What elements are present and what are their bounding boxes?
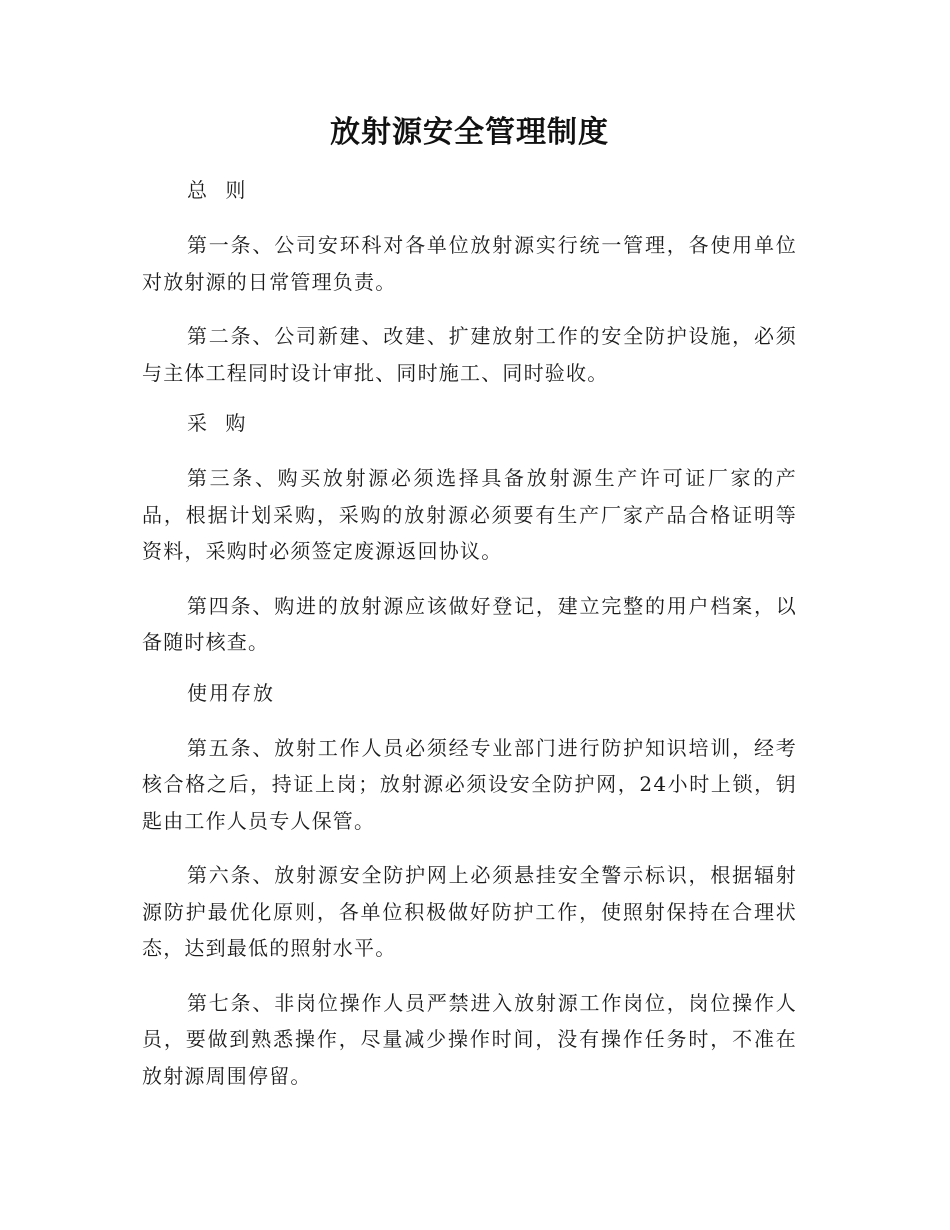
article-7: 第七条、非岗位操作人员严禁进入放射源工作岗位，岗位操作人员，要做到熟悉操作，尽量减少操作时间，没有操作任务时，不准在放射源周围停留。 bbox=[142, 990, 797, 1088]
article-4: 第四条、购进的放射源应该做好登记，建立完整的用户档案，以备随时核查。 bbox=[142, 593, 797, 654]
article-6: 第六条、放射源安全防护网上必须悬挂安全警示标识，根据辐射源防护最优化原则，各单位积极做好防护工作，使照射保持在合理状态，达到最低的照射水平。 bbox=[142, 863, 797, 960]
article-5: 第五条、放射工作人员必须经专业部门进行防护知识培训，经考核合格之后，持证上岗；放射源必须设安全防护网，24小时上锁，钥匙由工作人员专人保管。 bbox=[142, 735, 797, 833]
document-title: 放射源安全管理制度 bbox=[330, 115, 609, 150]
document-body bbox=[142, 108, 797, 1094]
article-3: 第三条、购买放射源必须选择具备放射源生产许可证厂家的产品，根据计划采购，采购的放射源必须要有生产厂家产品合格证明等资料，采购时必须签定废源返回协议。 bbox=[142, 466, 797, 563]
section-heading-general: 总 则 bbox=[187, 178, 252, 202]
section-heading-procurement: 采 购 bbox=[187, 411, 252, 435]
article-1: 第一条、公司安环科对各单位放射源实行统一管理，各使用单位对放射源的日常管理负责。 bbox=[142, 233, 797, 294]
article-2: 第二条、公司新建、改建、扩建放射工作的安全防护设施，必须与主体工程同时设计审批、同时施工、同时验收。 bbox=[142, 324, 797, 385]
section-heading-usage: 使用存放 bbox=[187, 680, 275, 705]
